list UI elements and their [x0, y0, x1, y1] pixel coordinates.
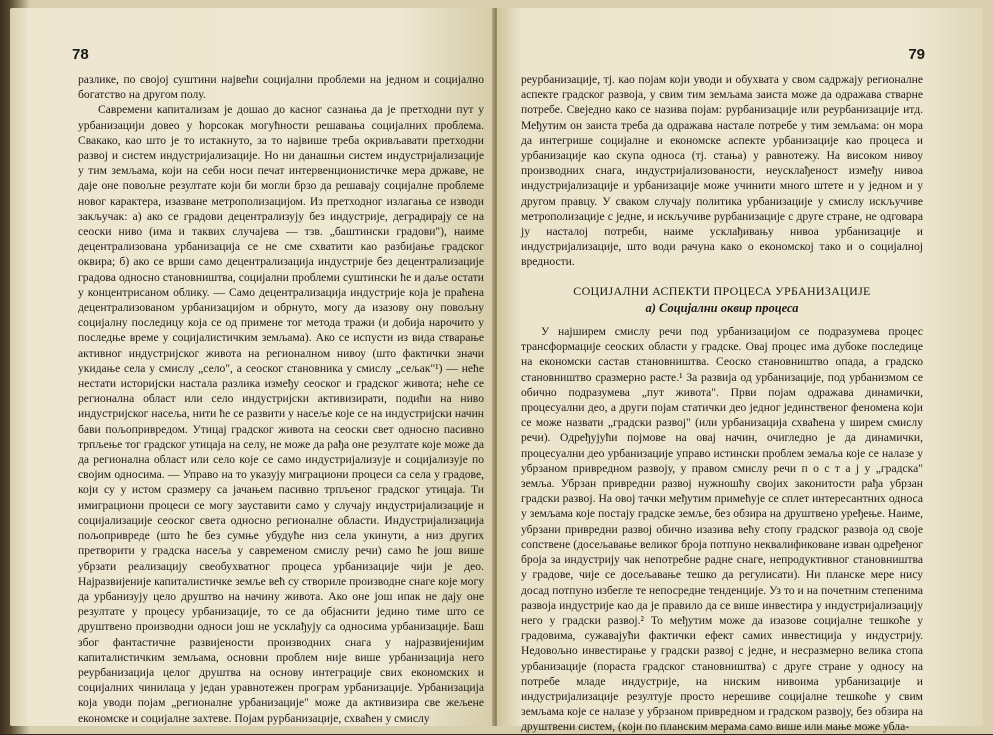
right-paragraph-2: У најширем смислу речи под урбанизацијом се подразумева процес трансформације сеоских области у градске. Овај процес има дубоке последице на економски састав становништва. Сеоско становништво опада, а градско становништво сразмерно расте.¹ За развија од урбанизације, под урбанизмом се обично подразумева „пут живота". Први појам одражава динамички, процесуални део, а други појам статички део једног јединственог феномена који се може назвати „градски развој" (или урбанизација схваћена у ширем смислу речи). Одређујући појмове на овај начин, очигледно је да динамички, процесуални део урбанизације управо истински проблем земаља које се налазе у убрзаном привредном развоју, у правом смислу речи п о с т а ј у „градска" земља. Убрзан привредни развој нужношћу својих законитости рађа убрзан градски развој. На овој тачки међутим примећује се сплет интересантних односа у земљама које постају градске земље, без обзира на друштвено уређење. Наиме, убрзани привредни развој обично изазива већу стопу градског развоја од своје сопствене (досељавање великог броја потпуно неквалификоване изван одређеног броја за индустрију чак непотребне радне снаге, непродуктивног становништва у градове, чије се досељавање тешко да регулисати). Ни планске мере нису досад потпуно избегле те непосредне тенденције. Уз то и на почетним степенима развоја индустрије као да је правило да се више инвестира у индустријализацију него у градски развој.² То међутим може да изазове социјалне тешкоће у градовима, сужавајући фактички ефект самих инвестиција у индустрију. Недовољно инвестирање у градски развој с једне, и несразмерно велика стопа урбанизације (пораста градског становништва) с друге стране у односу на потребе младе индустрије, на ниским нивоима урбанизације и индустријализације резултује просто нерешиве социјалне тешкоће у свим земљама које се налазе у убрзаном привредном и градском развоју, без обзира на друштвени систем, (који по планским мерама само више или мање може убла-: [521, 325, 923, 734]
right-paragraph-1: реурбанизације, тј. као појам који уводи и обухвата у свом садржају регионалне аспекте градског развоја, у свим тим земљама заиста може да одражава стварне потребе. Свеједно како се назива појам: рурбанизације или реурбанизације итд. Међутим он заиста треба да одражава настале потребе у тим земљама: он мора да интегрише социјалне и економске аспекте урбанизације као процеса и урбанизације као скупа односа (тј. стања) у равнотежу. На високом нивоу производних снага, индустријализованости, неусклађеност између нивоа индустријализације и урбанизације може учинити много штете и у једном и у другом правцу. У сваком случају политика урбанизације у смислу искључиве метрополизације с једне, и искључиве рурбанизације с друге стране, не одговара ју насталој потреби, наиме усклађивању нивоа урбанизације и индустријализације, што води рачуна како о економској тако и о социјалној вредности.: [521, 73, 923, 269]
right-page: [497, 8, 983, 734]
right-page-text: [521, 72, 923, 735]
left-paragraph-1: разлике, по својој суштини највећи социјални проблеми на једном и социјално богатство на другом полу.: [78, 73, 484, 102]
left-paragraph-2: Савремени капитализам је дошао до касног сазнања да је претходни пут у урбанизацији довео у ћорсокак могућности решавања социјалних проблема. Свакако, као што је то истакнуто, за то највише треба окривљавати претходни развој и систем индустријализације. Но ни данашњи систем индустријализације у тим земљама, који на себи носи печат интервенционистичке мера државе, не даје оне повољне резултате који би могли брзо да решавају социјалне проблеме новог карактера, изазване метрополизацијом. Из претходног излагања се изводи закључак: а) ако се градови децентрализују без индустрије, деградирају се на сеоски ниво (има и таквих случајева — тзв. „баштински градови"), наиме децентрализована урбанизација се не сме схватити као разбијање градског оквира; б) ако се врши само децентрализација индустрије без децентрализације градова односно становништва, социјални проблеми суштински ће и даље остати у концентрисаном облику. — Само децентрализација индустрије која је праћена децентрализованом урбанизацијом и обрнуто, могу да изазову ону повољну социјалну последицу која се од примене тог метода тражи (и добија нарочито у последње време у социјалистичким земљама). Ако се испусти из вида стварање активног индустријског живота на регионалном нивоу (што фактички значи укидање села у смислу „село", а сеоског становника у смислу „сељак"¹) — неће нестати историјски настала разлика између сеоског и градског живота; неће се регионална област или село индустријски активизирати, подићи на ниво индустријског насеља, нити ће се развити у насеље које се на индустријски начин бави пољопривредом. Утицај градског живота на сеоски свет односно пасивно трпљење тог градског утицаја на селу, не може да рађа оне резултате које може да да регионална област или село које се само индустријализује и социјализује по својим односима. — Управо на то указују миграциони процеси са села у градове, који су у истом сразмеру са јачањем пасивно трпљеног градског утицаја. Ти имиграциони процеси се могу зауставити само у случају индустријализације и социјализације сеоског света односно регионалне области. Индустријализација пољопривреде (што ће без сумње убудуће низ села укинути, а низ других претворити у градска насеља у савременом смислу речи) само ће још више убрзати реализацију свеобухватног процеса урбанизације чији је део. Најразвијеније капиталистичке земље већ су створиле производне снаге које могу да урбанизују цело друштво на начину живота. Ако оне још ипак не дају оне резултате у процесу урбанизације, то се да објаснити једино тиме што се друштвено производни односи још не усклађују са односима урбанизације. Баш због фантастичне развијености производних снага у најразвијенијим капиталистичким земљама, основни проблем није више урбанизација него реурбанизација целог друштва на основу интеграције свих економских и социјалних чинилаца у један уравнотежен програм урбанизације. Урбанизација која уводи појам „регионалне урбанизације" може да активизира све жељене економске и социјалне захтеве. Појам рурбанизације, схваћен у смислу: [78, 103, 484, 725]
section-title: СОЦИЈАЛНИ АСПЕКТИ ПРОЦЕСА УРБАНИЗАЦИЈЕ: [573, 283, 871, 298]
subsection-title: а) Социјални оквир процеса: [645, 300, 799, 315]
left-page-text: [78, 72, 484, 726]
left-page: [10, 8, 494, 726]
page-number-left: 78: [72, 46, 89, 63]
page-number-right: 79: [908, 46, 925, 63]
